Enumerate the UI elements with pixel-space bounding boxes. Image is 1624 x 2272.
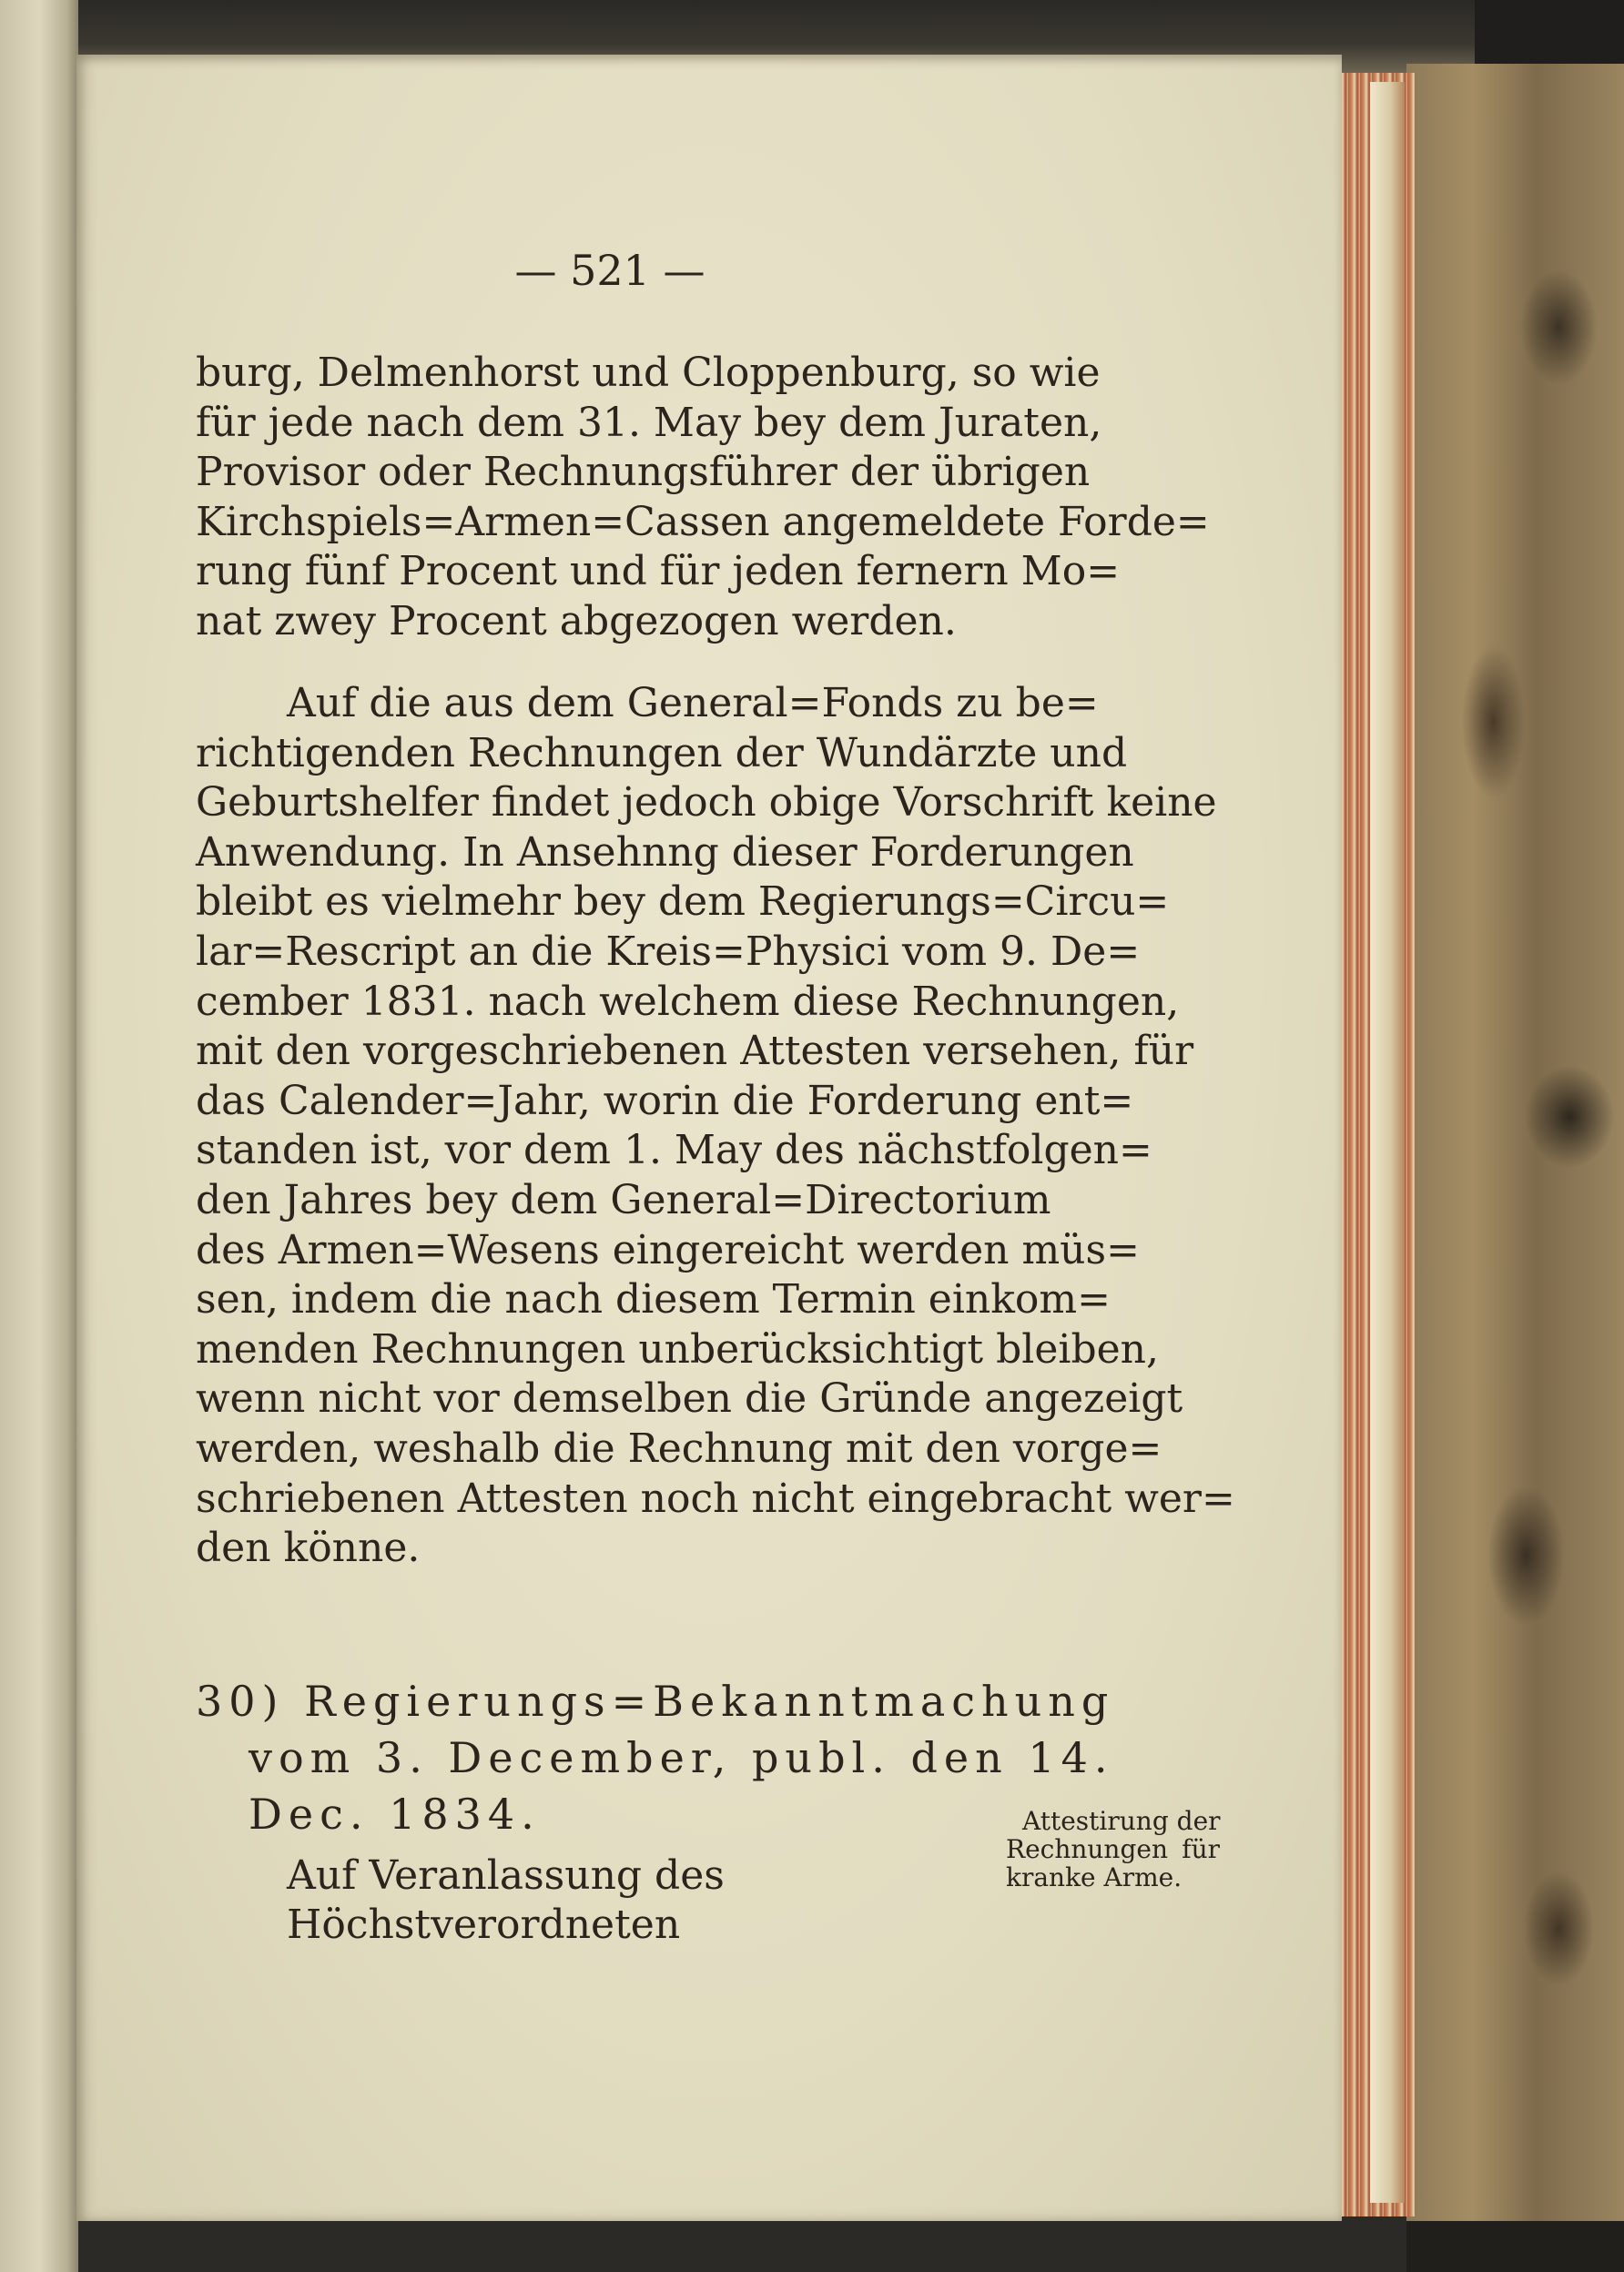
text-line: rung fünf Procent und für jeden fernern Mo= [196,548,1121,595]
marginal-line: Attestirung der [1022,1806,1221,1836]
text-line: des Armen=Wesens eingereicht werden müs= [196,1226,1140,1273]
marginal-note [1006,1807,1220,1892]
text-line: richtigenden Rechnungen der Wundärzte und [196,729,1128,776]
text-line: lar=Rescript an die Kreis=Physici vom 9. De= [196,928,1141,975]
paragraph-1 [196,349,1210,647]
text-line: burg, Delmenhorst und Cloppenburg, so wie [196,350,1101,396]
text-line: den Jahres bey dem General=Directorium [196,1176,1051,1223]
final-line: Auf Veranlassung des Höchstverordneten [287,1852,725,1948]
text-line: Anwendung. In Ansehnng dieser Forderungen [196,828,1134,876]
text-line: wenn nicht vor demselben die Gründe angezeigt [196,1375,1183,1423]
text-line: nat zwey Procent abgezogen werden. [196,597,957,644]
paragraph-2 [196,679,1235,1574]
text-line: bleibt es vielmehr bey dem Regierungs=Circu= [196,878,1170,926]
text-line: werden, weshalb die Rechnung mit den vorge= [196,1425,1162,1472]
marginal-line: kranke Arme. [1006,1862,1182,1892]
text-line: Provisor oder Rechnungsführer der übrigen [196,449,1091,496]
text-line: Geburtshelfer findet jedoch obige Vorschrift keine [196,779,1217,827]
text-line: sen, indem die nach diesem Termin einkom= [196,1276,1111,1324]
text-line: cember 1831. nach welchem diese Rechnungen, [196,978,1180,1025]
section-heading [196,1673,1115,1842]
book-cover [1406,64,1624,2257]
text-line: mit den vorgeschriebenen Attesten versehen, für [196,1028,1194,1075]
page-edges-light [1370,82,1405,2203]
text-line: Auf die aus dem General=Fonds zu be= [287,680,1099,726]
facing-page [0,0,78,2272]
marginal-line: Rechnungen für [1006,1834,1220,1864]
text-line: menden Rechnungen unberücksichtigt bleiben, [196,1325,1159,1373]
background-bottom [1406,2221,1624,2272]
heading-line: Dec. 1834. [249,1790,541,1839]
heading-line: vom 3. December, publ. den 14. [249,1733,1114,1782]
text-line: standen ist, vor dem 1. May des nächstfolgen= [196,1127,1152,1174]
text-line: schriebenen Attesten noch nicht eingebracht wer= [196,1475,1235,1522]
text-line: den könne. [196,1525,421,1572]
page-number: — 521 — [514,246,705,295]
text-line: für jede nach dem 31. May bey dem Juraten, [196,399,1102,446]
text-line: das Calender=Jahr, worin die Forderung ent= [196,1077,1134,1124]
text-line: Kirchspiels=Armen=Cassen angemeldete Forde= [196,498,1210,545]
heading-line: 30) Regierungs=Bekanntmachung [196,1677,1115,1726]
